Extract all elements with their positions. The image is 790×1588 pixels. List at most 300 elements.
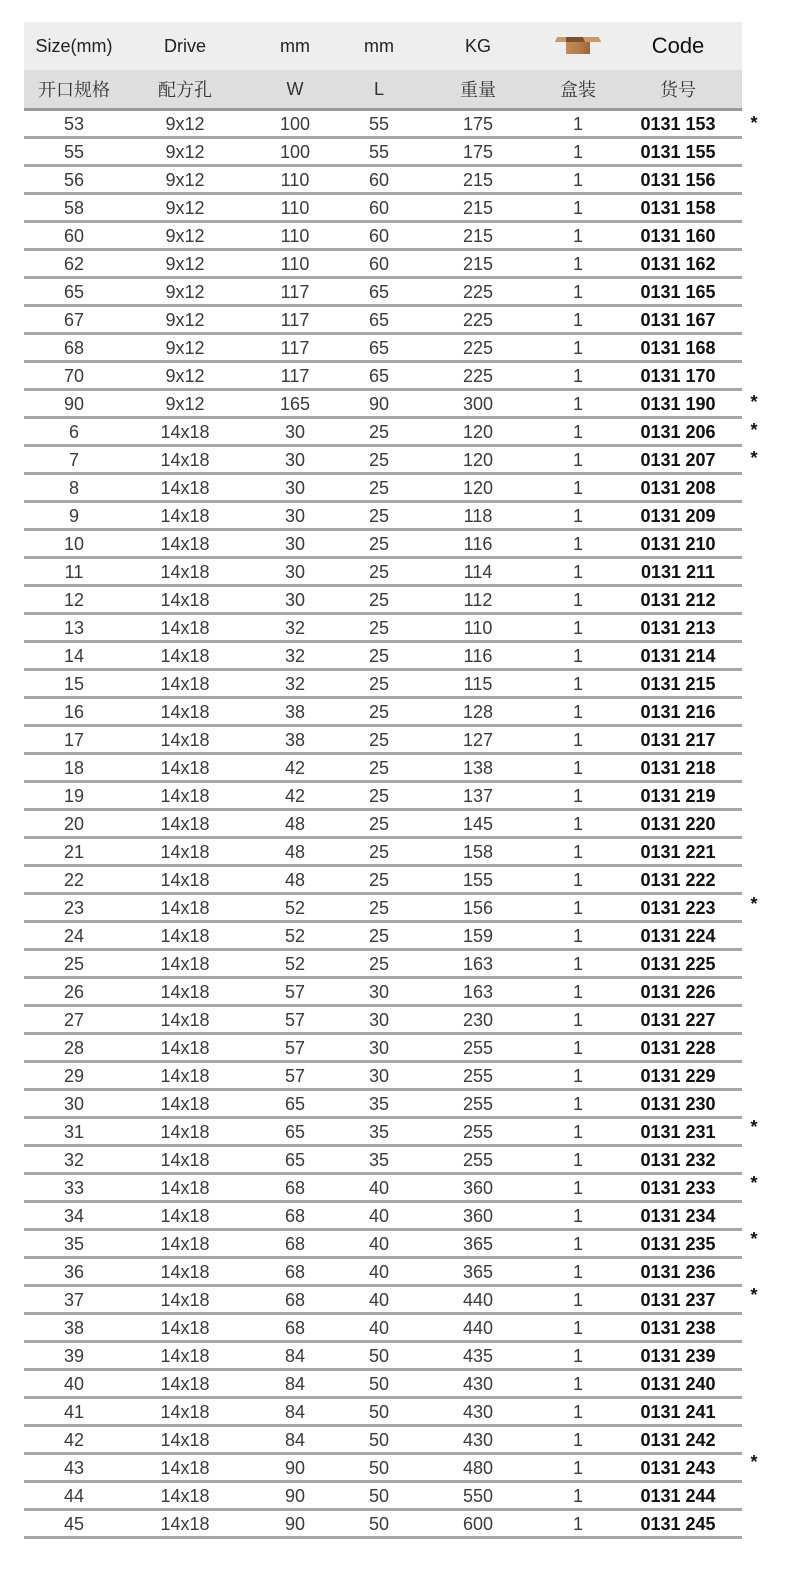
cell-w: 68 <box>246 1258 344 1286</box>
cell-box: 1 <box>542 334 614 362</box>
cell-w: 32 <box>246 670 344 698</box>
cell-code: 0131 218 <box>614 754 742 782</box>
cell-kg: 365 <box>414 1258 542 1286</box>
table-row <box>24 334 742 362</box>
cell-w: 32 <box>246 614 344 642</box>
cell-box: 1 <box>542 810 614 838</box>
cell-w: 30 <box>246 530 344 558</box>
cell-w: 57 <box>246 1062 344 1090</box>
cell-drive: 14x18 <box>124 1174 246 1202</box>
cell-w: 57 <box>246 978 344 1006</box>
cell-w: 68 <box>246 1230 344 1258</box>
cell-size: 44 <box>24 1482 124 1510</box>
header-size: Size(mm) <box>24 22 124 70</box>
cell-code: 0131 158 <box>614 194 742 222</box>
cell-box: 1 <box>542 530 614 558</box>
table-row <box>24 754 742 782</box>
cell-l: 50 <box>344 1426 414 1454</box>
cell-box: 1 <box>542 446 614 474</box>
asterisk-mark: * <box>750 1284 758 1305</box>
cell-drive: 9x12 <box>124 222 246 250</box>
cell-box: 1 <box>542 1426 614 1454</box>
cell-box: 1 <box>542 1398 614 1426</box>
cell-code: 0131 225 <box>614 950 742 978</box>
cell-w: 68 <box>246 1286 344 1314</box>
cell-l: 25 <box>344 446 414 474</box>
cell-size: 35 <box>24 1230 124 1258</box>
table-row <box>24 866 742 894</box>
cell-kg: 110 <box>414 614 542 642</box>
cell-kg: 116 <box>414 642 542 670</box>
cell-l: 25 <box>344 474 414 502</box>
table-row <box>24 922 742 950</box>
cell-l: 55 <box>344 138 414 166</box>
cell-w: 68 <box>246 1314 344 1342</box>
cell-l: 60 <box>344 222 414 250</box>
asterisk-mark: * <box>750 1173 758 1194</box>
cell-kg: 158 <box>414 838 542 866</box>
cell-drive: 14x18 <box>124 1258 246 1286</box>
cell-w: 165 <box>246 390 344 418</box>
cell-l: 25 <box>344 558 414 586</box>
cell-l: 30 <box>344 978 414 1006</box>
cell-size: 20 <box>24 810 124 838</box>
cell-drive: 14x18 <box>124 1202 246 1230</box>
cell-size: 19 <box>24 782 124 810</box>
cell-code: 0131 165 <box>614 278 742 306</box>
cell-box: 1 <box>542 1034 614 1062</box>
header-drive: Drive <box>124 22 246 70</box>
cell-size: 16 <box>24 698 124 726</box>
header-drive-cn: 配方孔 <box>124 70 246 110</box>
cell-size: 38 <box>24 1314 124 1342</box>
cell-kg: 255 <box>414 1146 542 1174</box>
cell-size: 62 <box>24 250 124 278</box>
cell-l: 40 <box>344 1286 414 1314</box>
table-row <box>24 530 742 558</box>
table-row <box>24 502 742 530</box>
cell-code: 0131 243 <box>614 1454 742 1482</box>
cell-code: 0131 209 <box>614 502 742 530</box>
cell-drive: 14x18 <box>124 838 246 866</box>
table-row <box>24 950 742 978</box>
cell-size: 32 <box>24 1146 124 1174</box>
cell-l: 65 <box>344 334 414 362</box>
cell-box: 1 <box>542 1454 614 1482</box>
cell-l: 50 <box>344 1454 414 1482</box>
asterisk-mark: * <box>750 894 758 915</box>
cell-l: 25 <box>344 586 414 614</box>
cell-box: 1 <box>542 362 614 390</box>
cell-drive: 9x12 <box>124 306 246 334</box>
cell-kg: 120 <box>414 446 542 474</box>
cell-size: 22 <box>24 866 124 894</box>
cell-code: 0131 239 <box>614 1342 742 1370</box>
cell-drive: 14x18 <box>124 978 246 1006</box>
cell-l: 40 <box>344 1202 414 1230</box>
cell-code: 0131 219 <box>614 782 742 810</box>
table-row <box>24 586 742 614</box>
table-row <box>24 1118 742 1146</box>
cell-l: 65 <box>344 362 414 390</box>
cell-size: 33 <box>24 1174 124 1202</box>
cell-l: 25 <box>344 894 414 922</box>
cell-drive: 14x18 <box>124 642 246 670</box>
cell-w: 84 <box>246 1398 344 1426</box>
cell-code: 0131 231 <box>614 1118 742 1146</box>
table-row <box>24 306 742 334</box>
cell-w: 30 <box>246 474 344 502</box>
cell-l: 25 <box>344 614 414 642</box>
table-row <box>24 782 742 810</box>
cell-kg: 175 <box>414 138 542 166</box>
cell-box: 1 <box>542 110 614 138</box>
cell-box: 1 <box>542 950 614 978</box>
cell-size: 65 <box>24 278 124 306</box>
cell-code: 0131 232 <box>614 1146 742 1174</box>
cell-drive: 14x18 <box>124 1426 246 1454</box>
cell-drive: 14x18 <box>124 474 246 502</box>
cell-l: 25 <box>344 838 414 866</box>
cell-size: 21 <box>24 838 124 866</box>
cell-code: 0131 223 <box>614 894 742 922</box>
cell-l: 50 <box>344 1370 414 1398</box>
cell-drive: 14x18 <box>124 1034 246 1062</box>
cell-kg: 230 <box>414 1006 542 1034</box>
table-row <box>24 614 742 642</box>
product-spec-table <box>24 22 742 1539</box>
table-row <box>24 726 742 754</box>
table-row <box>24 474 742 502</box>
cell-l: 65 <box>344 278 414 306</box>
cell-box: 1 <box>542 166 614 194</box>
cell-code: 0131 237 <box>614 1286 742 1314</box>
cell-l: 40 <box>344 1174 414 1202</box>
cell-w: 52 <box>246 894 344 922</box>
cell-w: 38 <box>246 698 344 726</box>
header-row-english <box>24 22 742 70</box>
cell-box: 1 <box>542 866 614 894</box>
cell-w: 30 <box>246 586 344 614</box>
table-row <box>24 1146 742 1174</box>
cell-w: 52 <box>246 922 344 950</box>
cell-kg: 550 <box>414 1482 542 1510</box>
table-row <box>24 1482 742 1510</box>
table-row <box>24 1062 742 1090</box>
cell-l: 25 <box>344 726 414 754</box>
cell-drive: 14x18 <box>124 1314 246 1342</box>
table-row <box>24 1258 742 1286</box>
cell-kg: 163 <box>414 978 542 1006</box>
cell-l: 35 <box>344 1146 414 1174</box>
table-row <box>24 1398 742 1426</box>
cell-l: 40 <box>344 1230 414 1258</box>
cell-code: 0131 229 <box>614 1062 742 1090</box>
cell-size: 70 <box>24 362 124 390</box>
table-row <box>24 698 742 726</box>
cell-kg: 600 <box>414 1510 542 1538</box>
cell-box: 1 <box>542 1342 614 1370</box>
cell-drive: 14x18 <box>124 894 246 922</box>
cell-drive: 14x18 <box>124 1146 246 1174</box>
cell-code: 0131 226 <box>614 978 742 1006</box>
table-row <box>24 110 742 138</box>
cell-size: 34 <box>24 1202 124 1230</box>
cell-box: 1 <box>542 502 614 530</box>
table-row <box>24 390 742 418</box>
cell-w: 110 <box>246 194 344 222</box>
cell-w: 110 <box>246 166 344 194</box>
header-size-cn: 开口规格 <box>24 70 124 110</box>
cell-code: 0131 222 <box>614 866 742 894</box>
cell-drive: 14x18 <box>124 1482 246 1510</box>
cell-size: 68 <box>24 334 124 362</box>
table-header <box>24 22 742 110</box>
table-row <box>24 1286 742 1314</box>
cell-code: 0131 236 <box>614 1258 742 1286</box>
table-row <box>24 1342 742 1370</box>
cell-kg: 360 <box>414 1174 542 1202</box>
cell-l: 60 <box>344 250 414 278</box>
table-row <box>24 418 742 446</box>
cell-drive: 9x12 <box>124 110 246 138</box>
cell-box: 1 <box>542 754 614 782</box>
cell-drive: 14x18 <box>124 1118 246 1146</box>
cell-l: 50 <box>344 1510 414 1538</box>
cell-drive: 14x18 <box>124 614 246 642</box>
cell-drive: 9x12 <box>124 194 246 222</box>
cell-w: 30 <box>246 418 344 446</box>
asterisk-mark: * <box>750 1117 758 1138</box>
cell-w: 65 <box>246 1146 344 1174</box>
cell-kg: 365 <box>414 1230 542 1258</box>
cell-box: 1 <box>542 250 614 278</box>
cell-box: 1 <box>542 418 614 446</box>
cell-drive: 14x18 <box>124 1090 246 1118</box>
header-box <box>542 22 614 70</box>
cell-kg: 215 <box>414 250 542 278</box>
cell-kg: 115 <box>414 670 542 698</box>
cell-kg: 430 <box>414 1426 542 1454</box>
cell-drive: 9x12 <box>124 362 246 390</box>
cell-size: 45 <box>24 1510 124 1538</box>
cell-kg: 225 <box>414 334 542 362</box>
cell-size: 7 <box>24 446 124 474</box>
cell-w: 48 <box>246 810 344 838</box>
cell-w: 90 <box>246 1510 344 1538</box>
table-row <box>24 838 742 866</box>
cell-l: 50 <box>344 1342 414 1370</box>
cell-box: 1 <box>542 222 614 250</box>
cell-box: 1 <box>542 1062 614 1090</box>
cell-drive: 14x18 <box>124 754 246 782</box>
cell-code: 0131 170 <box>614 362 742 390</box>
cell-drive: 14x18 <box>124 502 246 530</box>
header-w-unit: mm <box>246 22 344 70</box>
cell-drive: 14x18 <box>124 1342 246 1370</box>
cell-w: 32 <box>246 642 344 670</box>
cell-kg: 255 <box>414 1118 542 1146</box>
table-row <box>24 558 742 586</box>
cell-drive: 14x18 <box>124 1510 246 1538</box>
cell-size: 27 <box>24 1006 124 1034</box>
cell-w: 65 <box>246 1118 344 1146</box>
cell-code: 0131 242 <box>614 1426 742 1454</box>
product-spec-table-container <box>24 22 742 1539</box>
cell-kg: 215 <box>414 194 542 222</box>
cell-box: 1 <box>542 1314 614 1342</box>
cell-code: 0131 245 <box>614 1510 742 1538</box>
cell-l: 40 <box>344 1314 414 1342</box>
cell-box: 1 <box>542 558 614 586</box>
cell-code: 0131 214 <box>614 642 742 670</box>
cell-box: 1 <box>542 978 614 1006</box>
cell-kg: 255 <box>414 1062 542 1090</box>
cell-kg: 480 <box>414 1454 542 1482</box>
cell-box: 1 <box>542 838 614 866</box>
cell-code: 0131 238 <box>614 1314 742 1342</box>
cell-size: 6 <box>24 418 124 446</box>
cell-l: 60 <box>344 194 414 222</box>
cell-kg: 127 <box>414 726 542 754</box>
cell-l: 25 <box>344 530 414 558</box>
cell-w: 84 <box>246 1426 344 1454</box>
cell-box: 1 <box>542 138 614 166</box>
cell-size: 10 <box>24 530 124 558</box>
cell-drive: 14x18 <box>124 1230 246 1258</box>
table-row <box>24 1090 742 1118</box>
cell-box: 1 <box>542 1230 614 1258</box>
cell-box: 1 <box>542 306 614 334</box>
cell-l: 25 <box>344 922 414 950</box>
cell-kg: 120 <box>414 418 542 446</box>
cell-w: 57 <box>246 1034 344 1062</box>
cell-size: 18 <box>24 754 124 782</box>
cell-size: 90 <box>24 390 124 418</box>
cell-l: 50 <box>344 1482 414 1510</box>
cell-drive: 14x18 <box>124 782 246 810</box>
cell-l: 25 <box>344 754 414 782</box>
cell-box: 1 <box>542 390 614 418</box>
cell-box: 1 <box>542 1258 614 1286</box>
header-l: L <box>344 70 414 110</box>
cell-kg: 116 <box>414 530 542 558</box>
cell-size: 43 <box>24 1454 124 1482</box>
cell-code: 0131 207 <box>614 446 742 474</box>
cell-l: 25 <box>344 418 414 446</box>
cell-drive: 14x18 <box>124 1006 246 1034</box>
cell-l: 25 <box>344 642 414 670</box>
cell-box: 1 <box>542 1006 614 1034</box>
table-row <box>24 362 742 390</box>
cell-code: 0131 216 <box>614 698 742 726</box>
cell-code: 0131 168 <box>614 334 742 362</box>
header-row-chinese <box>24 70 742 110</box>
cell-size: 23 <box>24 894 124 922</box>
table-row <box>24 222 742 250</box>
cell-size: 39 <box>24 1342 124 1370</box>
cell-kg: 163 <box>414 950 542 978</box>
cell-kg: 156 <box>414 894 542 922</box>
cell-w: 48 <box>246 838 344 866</box>
cell-box: 1 <box>542 642 614 670</box>
cell-w: 30 <box>246 446 344 474</box>
table-row <box>24 166 742 194</box>
cell-drive: 14x18 <box>124 1370 246 1398</box>
table-row <box>24 278 742 306</box>
cell-l: 55 <box>344 110 414 138</box>
cell-kg: 137 <box>414 782 542 810</box>
cell-w: 100 <box>246 138 344 166</box>
table-row <box>24 1230 742 1258</box>
cell-code: 0131 213 <box>614 614 742 642</box>
cell-drive: 14x18 <box>124 810 246 838</box>
cell-box: 1 <box>542 670 614 698</box>
cell-w: 65 <box>246 1090 344 1118</box>
cell-kg: 175 <box>414 110 542 138</box>
cell-code: 0131 220 <box>614 810 742 838</box>
cell-w: 68 <box>246 1202 344 1230</box>
cell-box: 1 <box>542 1090 614 1118</box>
cell-kg: 112 <box>414 586 542 614</box>
table-row <box>24 1426 742 1454</box>
cell-code: 0131 162 <box>614 250 742 278</box>
cell-box: 1 <box>542 1286 614 1314</box>
table-row <box>24 1202 742 1230</box>
cell-l: 35 <box>344 1090 414 1118</box>
cell-drive: 14x18 <box>124 1398 246 1426</box>
cell-w: 84 <box>246 1342 344 1370</box>
cell-code: 0131 156 <box>614 166 742 194</box>
cell-size: 14 <box>24 642 124 670</box>
cell-code: 0131 233 <box>614 1174 742 1202</box>
cell-box: 1 <box>542 1202 614 1230</box>
cell-drive: 14x18 <box>124 1286 246 1314</box>
cell-kg: 118 <box>414 502 542 530</box>
cell-kg: 255 <box>414 1034 542 1062</box>
cell-code: 0131 210 <box>614 530 742 558</box>
cell-size: 29 <box>24 1062 124 1090</box>
cell-size: 31 <box>24 1118 124 1146</box>
asterisk-mark: * <box>750 447 758 468</box>
cell-l: 25 <box>344 698 414 726</box>
asterisk-mark: * <box>750 113 758 133</box>
cell-drive: 9x12 <box>124 138 246 166</box>
cell-w: 38 <box>246 726 344 754</box>
cell-box: 1 <box>542 474 614 502</box>
table-row <box>24 446 742 474</box>
asterisk-mark: * <box>750 419 758 440</box>
cell-size: 53 <box>24 110 124 138</box>
cell-kg: 360 <box>414 1202 542 1230</box>
cell-w: 42 <box>246 754 344 782</box>
cell-w: 117 <box>246 278 344 306</box>
table-row <box>24 978 742 1006</box>
cell-code: 0131 244 <box>614 1482 742 1510</box>
cell-box: 1 <box>542 614 614 642</box>
cell-box: 1 <box>542 782 614 810</box>
cell-l: 90 <box>344 390 414 418</box>
cell-w: 117 <box>246 362 344 390</box>
cell-w: 42 <box>246 782 344 810</box>
cell-w: 30 <box>246 558 344 586</box>
cell-l: 25 <box>344 782 414 810</box>
cell-size: 24 <box>24 922 124 950</box>
cell-w: 30 <box>246 502 344 530</box>
cell-box: 1 <box>542 726 614 754</box>
cell-box: 1 <box>542 1482 614 1510</box>
cell-code: 0131 215 <box>614 670 742 698</box>
